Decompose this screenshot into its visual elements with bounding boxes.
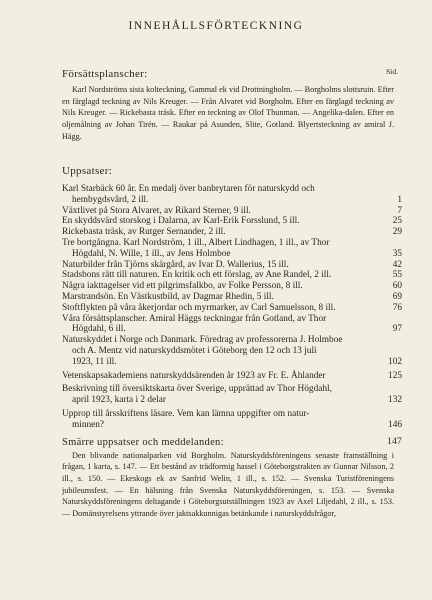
- toc-entry: [62, 281, 402, 292]
- toc-entry-line: [62, 292, 402, 303]
- toc-entry-page: 7: [397, 205, 402, 216]
- toc-entry-line: [62, 357, 402, 368]
- toc-entry-text: Karl Starbäck 60 år. En medalj över banbrytaren för naturskydd och: [62, 184, 315, 194]
- smarre-paragraph: Den blivande nationalparken vid Borgholm. Naturskyddsföreningens senaste framställning i frågan, 1 karta, s. 147. — Ett bestånd av trädformig hassel i Göteborgstrakten av Gunnar Nilsson, 2 ill., s. 150. — Ekeskogs ek av Sanfrid Welin, 1 ill., s. 152. — Svenska Turistföreningens jubileumsfest. — En hälsning från Svenska Naturskyddsföreningen, s. 153. — Svenska Naturskyddsföreningens deltagande i Göteborgsutställningen 1923 av Axel Liljedahl, 2 ill., s. 153. — Domänstyrelsens yttrande över jaktsakkunnigas betänkande i naturskyddsfrågor,: [62, 450, 394, 519]
- toc-entry: [62, 227, 402, 238]
- page-title: INNEHÅLLSFÖRTECKNING: [128, 20, 304, 32]
- toc-entry-page: 76: [392, 302, 402, 313]
- toc-entry-text: 1923, 11 ill.: [72, 356, 117, 367]
- toc-entry: [62, 238, 402, 260]
- toc-entry: [62, 216, 402, 227]
- toc-entry-line: [62, 270, 402, 281]
- toc-entry-text: Stoftflykten på våra åkerjordar och myrmarker, av Carl Samuelsson, 8 ill.: [62, 302, 336, 313]
- section-heading-smarre: [62, 437, 402, 448]
- toc-entry: [62, 206, 402, 217]
- toc-entry-text: Naturbilder från Tjörns skärgård, av Ivar D. Wallerius, 15 ill.: [62, 259, 289, 270]
- toc-entry-line: [62, 335, 402, 346]
- toc-entry-line: [62, 346, 402, 357]
- toc-entry: [62, 409, 402, 431]
- toc-entry-line: [62, 260, 402, 271]
- toc-entry-text: hembygdsvård, 2 ill.: [72, 194, 149, 205]
- toc-entry-line: [62, 281, 402, 292]
- forsatts-paragraph: Karl Nordströms sista kolteckning, Gammal ek vid Drottningholm. — Borgholms slottsruin. Efter en färglagd teckning av Nils Kreuger. — Från Alvaret vid Borgholm. Efter en färglagd teckning av Nils Kreuger. — Rickebasta träsk. Efter en teckning av Olof Thunman. — Angelika-dalen. Efter en oljemålning av Johan Tirén. — Raukar på Asunden, Slite, Gotland. Blyertsteckning av amiral J. Hägg.: [62, 85, 394, 141]
- toc-entry-line: [62, 384, 402, 395]
- toc-entry-text: Högdahl, N. Wille, 1 ill., av Jens Holmboe: [72, 248, 231, 259]
- toc-entry-text: Naturskyddet i Norge och Danmark. Föredrag av professorerna J. Holmboe: [62, 335, 343, 346]
- toc-entry-text: Växtlivet på Stora Alvaret, av Rikard Sterner, 9 ill.: [62, 205, 251, 216]
- toc-entry-text: Våra försättsplanscher. Amiral Häggs teckningar från Gotland, av Thor: [62, 313, 327, 324]
- toc-entry-page: 132: [388, 395, 402, 406]
- toc-entry-line: [62, 227, 402, 238]
- section-heading-uppsatser: Uppsatser:: [62, 165, 113, 177]
- toc-entry: [62, 260, 402, 271]
- toc-entry-text: och A. Mentz vid naturskyddsmötet i Göteborg den 12 och 13 juli: [72, 345, 317, 356]
- toc-entry-line: [62, 420, 402, 431]
- toc-entry-page: 69: [392, 291, 402, 302]
- toc-entry-line: [62, 314, 402, 325]
- toc-entry-page: 102: [388, 356, 402, 367]
- toc-entry-page: 60: [392, 281, 402, 292]
- toc-entry-page: 29: [392, 227, 402, 238]
- toc-entry: [62, 184, 402, 206]
- toc-entry-line: [62, 216, 402, 227]
- toc-entry-text: Några iakttagelser vid ett pilgrimsfalkbo, av Folke Persson, 8 ill.: [62, 281, 303, 292]
- toc-entry-line: [62, 195, 402, 206]
- toc-entry-text: Vetenskapsakademiens naturskyddsärenden år 1923 av Fr. E. Åhlander: [62, 370, 326, 381]
- toc-entry: [62, 371, 402, 382]
- toc-entry: [62, 292, 402, 303]
- toc-entry: [62, 314, 402, 336]
- toc-entry-line: [62, 238, 402, 249]
- toc-entry: [62, 384, 402, 406]
- toc-entry-line: [62, 249, 402, 260]
- page-column-label: Sid.: [386, 67, 398, 76]
- toc-entry-page: 1: [397, 194, 402, 205]
- toc-entry-text: Stadsbons rätt till naturen. En kritik och ett förslag, av Ane Randel, 2 ill.: [62, 270, 332, 281]
- table-of-contents: [62, 184, 402, 520]
- toc-entry-text: Upprop till årsskriftens läsare. Vem kan lämna uppgifter om natur-: [62, 408, 310, 419]
- toc-entry: [62, 335, 402, 367]
- toc-entry: [62, 303, 402, 314]
- toc-entry-line: [62, 409, 402, 420]
- toc-entry-page: 55: [392, 270, 402, 281]
- toc-entry-line: [62, 324, 402, 335]
- section-heading-smarre-text: Smärre uppsatser och meddelanden:: [62, 436, 224, 448]
- section-heading-smarre-page: 147: [387, 436, 402, 447]
- toc-entry-page: 25: [392, 216, 402, 227]
- toc-entry-text: april 1923, karta i 2 delar: [72, 395, 166, 406]
- toc-entry-page: 125: [388, 370, 402, 381]
- toc-entry-text: Tre bortgångna. Karl Nordström, 1 ill., Albert Lindhagen, 1 ill., av Thor: [62, 237, 330, 248]
- toc-entry-text: Rickebasta träsk, av Rutger Sernander, 2 ill.: [62, 227, 226, 238]
- toc-entry-page: 42: [392, 259, 402, 270]
- toc-entry-page: 35: [392, 248, 402, 259]
- toc-entry-text: Marstrandsön. En Västkustbild, av Dagmar Rhedin, 5 ill.: [62, 291, 274, 302]
- toc-entry-line: [62, 371, 402, 382]
- toc-entry-line: [62, 303, 402, 314]
- toc-entry-line: [62, 395, 402, 406]
- toc-entry-text: Beskrivning till översiktskarta över Sverige, upprättad av Thor Högdahl,: [62, 384, 332, 395]
- section-heading-forsatts: Försättsplanscher:: [62, 68, 148, 80]
- toc-entry: [62, 270, 402, 281]
- toc-entry-page: 97: [392, 324, 402, 335]
- toc-entry-page: 146: [388, 419, 402, 430]
- toc-entry-line: [62, 184, 402, 195]
- toc-entry-line: [62, 206, 402, 217]
- toc-entry-text: minnen?: [72, 419, 105, 430]
- toc-entry-text: Högdahl, 6 ill.: [72, 324, 126, 335]
- toc-entry-text: En skyddsvärd storskog i Dalarna, av Karl-Erik Forsslund, 5 ill.: [62, 216, 300, 227]
